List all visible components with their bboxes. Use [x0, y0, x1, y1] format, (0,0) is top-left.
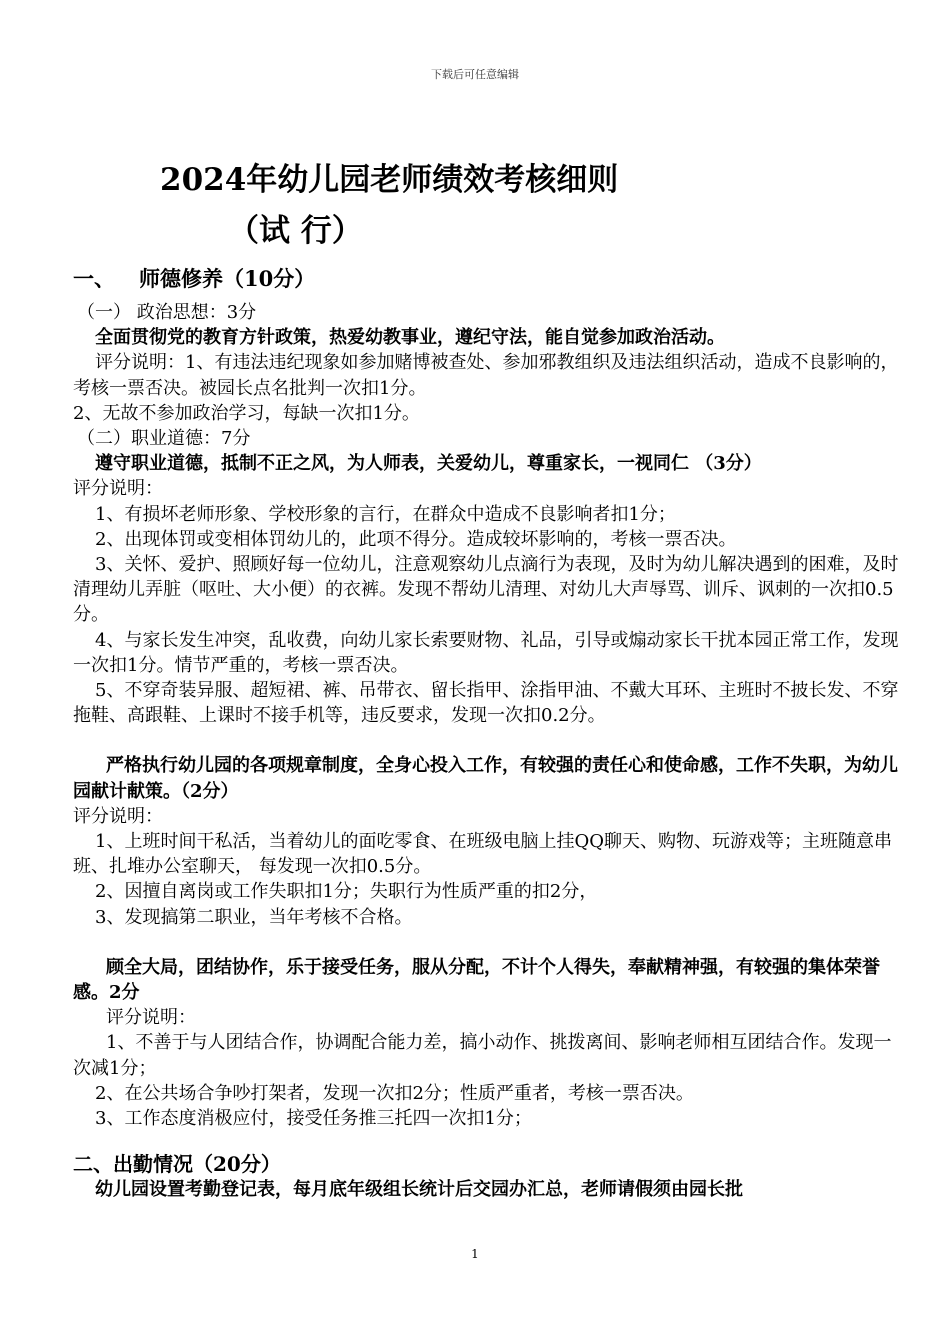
subsection-4-item: 1、不善于与人团结合作，协调配合能力差，搞小动作、挑拨离间、影响老师相互团结合作。发现一次减1分；	[73, 1032, 892, 1079]
spacer	[73, 930, 909, 955]
subsection-2-item: 1、有损坏老师形象、学校形象的言行，在群众中造成不良影响者扣1分；	[95, 503, 676, 525]
subsection-3-item: 3、发现搞第二职业，当年考核不合格。	[95, 906, 413, 928]
document-body	[73, 258, 909, 1203]
subsection-4-label: 评分说明：	[106, 1007, 196, 1029]
subsection-3-item: 1、上班时间干私活，当着幼儿的面吃零食、在班级电脑上挂QQ聊天、购物、玩游戏等；主班随意串班、扎堆办公室聊天， 每发现一次扣0.5分。	[73, 831, 892, 878]
header-note: 下载后可任意编辑	[431, 68, 519, 81]
subsection-1-rule-1: 评分说明：1、有违法违纪现象如参加赌博被查处、参加邪教组织及违法组织活动，造成不良影响的，考核一票否决。被园长点名批判一次扣1分。	[73, 352, 899, 399]
subsection-4-standard: 顾全大局，团结协作，乐于接受任务，服从分配，不计个人得失，奉献精神强，有较强的集体荣誉感。2分	[73, 956, 880, 1004]
section-1-title: 师德修养（10分）	[139, 266, 316, 291]
subsection-2-item: 2、出现体罚或变相体罚幼儿的，此项不得分。造成较坏影响的，考核一票否决。	[95, 528, 737, 550]
subsection-3-item: 2、因擅自离岗或工作失职扣1分；失职行为性质严重的扣2分，	[95, 881, 598, 903]
subsection-2-item: 3、关怀、爱护、照顾好每一位幼儿，注意观察幼儿点滴行为表现，及时为幼儿解决遇到的困难，及时清理幼儿弄脏（呕吐、大小便）的衣裤。发现不帮幼儿清理、对幼儿大声辱骂、训斥、讽刺的一次扣0.5分。	[73, 554, 899, 626]
spacer	[73, 1131, 909, 1151]
section-2-heading: 二、出勤情况（20分）	[73, 1152, 281, 1177]
subsection-1-rule-2: 2、无故不参加政治学习，每缺一次扣1分。	[73, 402, 420, 424]
subsection-2-label: 评分说明：	[73, 478, 163, 500]
subsection-1-standard: 全面贯彻党的教育方针政策，热爱幼教事业，遵纪守法，能自觉参加政治活动。	[95, 327, 725, 349]
subsection-3-label: 评分说明：	[73, 805, 163, 827]
section-1-number: 一、	[73, 266, 115, 291]
subsection-4-item: 3、工作态度消极应付，接受任务推三托四一次扣1分；	[95, 1108, 532, 1130]
subsection-2-item: 5、不穿奇装异服、超短裙、裤、吊带衣、留长指甲、涂指甲油、不戴大耳环、主班时不披长发、不穿拖鞋、高跟鞋、上课时不接手机等，违反要求，发现一次扣0.2分。	[73, 680, 899, 727]
subsection-2-item: 4、与家长发生冲突，乱收费，向幼儿家长索要财物、礼品，引导或煽动家长干扰本园正常工作，发现一次扣1分。情节严重的，考核一票否决。	[73, 629, 899, 676]
document-title: 2024年幼儿园老师绩效考核细则	[160, 162, 619, 198]
page-number: 1	[471, 1247, 479, 1261]
subsection-1-heading: （一） 政治思想：3分	[77, 302, 257, 323]
section-2-standard: 幼儿园设置考勤登记表，每月底年级组长统计后交园办汇总，老师请假须由园长批	[95, 1179, 743, 1201]
section-1-heading	[73, 258, 909, 300]
subsection-2-heading: （二）职业道德：7分	[77, 428, 251, 450]
subsection-4-item: 2、在公共场合争吵打架者，发现一次扣2分；性质严重者，考核一票否决。	[95, 1082, 694, 1104]
document-subtitle: （试 行）	[228, 213, 363, 249]
subsection-3-standard: 严格执行幼儿园的各项规章制度，全身心投入工作，有较强的责任心和使命感，工作不失职，为幼儿园献计献策。（2分）	[73, 755, 898, 802]
subsection-2-standard: 遵守职业道德，抵制不正之风，为人师表，关爱幼儿，尊重家长，一视同仁 （3分）	[95, 453, 762, 475]
spacer	[73, 728, 909, 753]
